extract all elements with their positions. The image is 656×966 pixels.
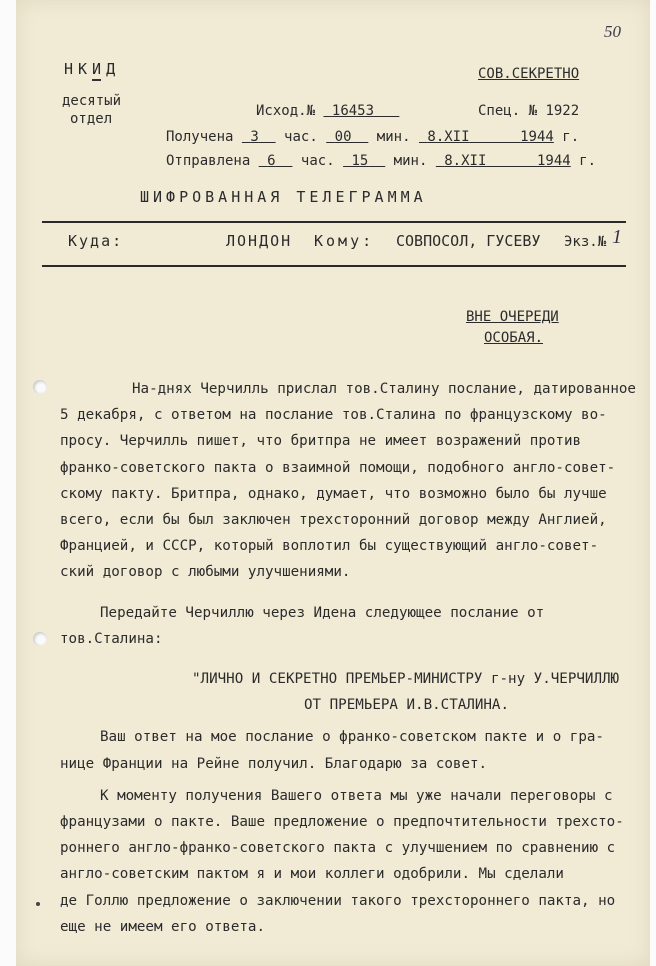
body-line: Передайте Черчиллю через Идена следующее послание от	[100, 604, 545, 621]
telegram-sheet	[16, 0, 650, 966]
telegram-body	[60, 376, 640, 940]
message-heading-line2: ОТ ПРЕМЬЕРА И.В.СТАЛИНА.	[304, 697, 509, 714]
minute-word: мин.	[393, 153, 428, 169]
department-line2: отдел	[70, 111, 113, 127]
body-line: де Голлю предложение о заключении такого трехстороннего пакта, но	[60, 892, 616, 909]
body-line: тов.Сталина:	[60, 630, 163, 647]
body-line: англо-советским пактом я и мои коллеги одобрили. Мы сделали	[60, 866, 564, 883]
punch-hole-bottom	[33, 632, 47, 646]
org-underline-mark	[92, 79, 101, 81]
year-word: г.	[579, 153, 596, 169]
body-line: просу. Черчилль пишет, что бритпра не имеет возражений против	[60, 433, 582, 450]
sent-label: Отправлена	[166, 153, 251, 169]
sent-minute: 15	[351, 153, 369, 169]
ink-dot	[36, 902, 40, 906]
body-line: Францией, и СССР, который воплотил бы существующий англо-совет-	[60, 538, 599, 555]
body-line: нице Франции на Рейне получил. Благодарю за совет.	[60, 755, 488, 772]
outgoing-number: 16453	[331, 103, 375, 119]
body-line: всего, если бы был заключен трехсторонний договор между Англией,	[60, 512, 607, 529]
page-number: 50	[604, 22, 621, 41]
org-name: НКИД	[64, 60, 121, 78]
body-line: Ваш ответ на мое послание о франко-советском пакте и о гра-	[100, 729, 604, 746]
divider-bottom	[42, 265, 626, 267]
urgency-line1: ВНЕ ОЧЕРЕДИ	[466, 309, 559, 325]
copy-number: 1	[612, 226, 622, 248]
sent-hour: 6	[267, 153, 276, 169]
telegram-title: ШИФРОВАННАЯ ТЕЛЕГРАММА	[140, 188, 427, 206]
special-number-line	[478, 103, 579, 119]
hour-word: час.	[300, 153, 335, 169]
copy-label: Экз.№	[564, 234, 607, 250]
body-line: К моменту получения Вашего ответа мы уже начали переговоры с	[100, 787, 613, 804]
body-line: еще не имеем его ответа.	[60, 918, 265, 935]
sent-line	[166, 153, 596, 169]
hour-word: час.	[284, 129, 318, 145]
divider-top	[42, 221, 626, 223]
punch-hole-top	[33, 380, 47, 394]
recipient-value: СОВПОСОЛ, ГУСЕВУ	[396, 232, 541, 250]
received-date: 8.XII 1944	[427, 129, 554, 145]
recipient-label: Кому:	[314, 232, 375, 250]
special-label: Спец. №	[478, 103, 538, 119]
classification-label: СОВ.СЕКРЕТНО	[478, 66, 580, 82]
body-line: французами о пакте. Ваше предложение о предпочтительности трехсто-	[60, 814, 624, 831]
sent-date: 8.XII 1944	[444, 153, 571, 169]
received-hour: 3	[250, 129, 259, 145]
outgoing-number-line	[256, 103, 399, 119]
body-line: На-днях Черчилль прислал тов.Сталину послание, датированное	[132, 381, 636, 397]
special-number: 1922	[545, 103, 580, 119]
year-word: г.	[562, 129, 580, 145]
body-line: скому пакту. Бритпра, однако, думает, что возможно было бы лучше	[60, 485, 607, 502]
urgency-line2: ОСОБАЯ.	[484, 330, 544, 346]
outgoing-label: Исход.№	[256, 103, 316, 119]
received-minute: 00	[334, 129, 352, 145]
body-line: франко-советского пакта о взаимной помощи, подобного англо-совет-	[60, 459, 616, 476]
message-heading-line1: "ЛИЧНО И СЕКРЕТНО ПРЕМЬЕР-МИНИСТРУ г-ну У.ЧЕРЧИЛЛЮ	[192, 671, 620, 688]
destination-value: ЛОНДОН	[226, 232, 293, 250]
received-label: Получена	[166, 129, 234, 145]
department-line1: десятый	[62, 93, 122, 109]
body-line: роннего англо-франко-советского пакта с улучшением по сравнению с	[60, 840, 616, 857]
received-line	[166, 129, 579, 145]
body-line: ский договор с любыми улучшениями.	[60, 564, 351, 581]
minute-word: мин.	[376, 129, 411, 145]
destination-label: Куда:	[68, 232, 124, 250]
body-line: 5 декабря, с ответом на послание тов.Сталина по французскому во-	[60, 407, 607, 424]
